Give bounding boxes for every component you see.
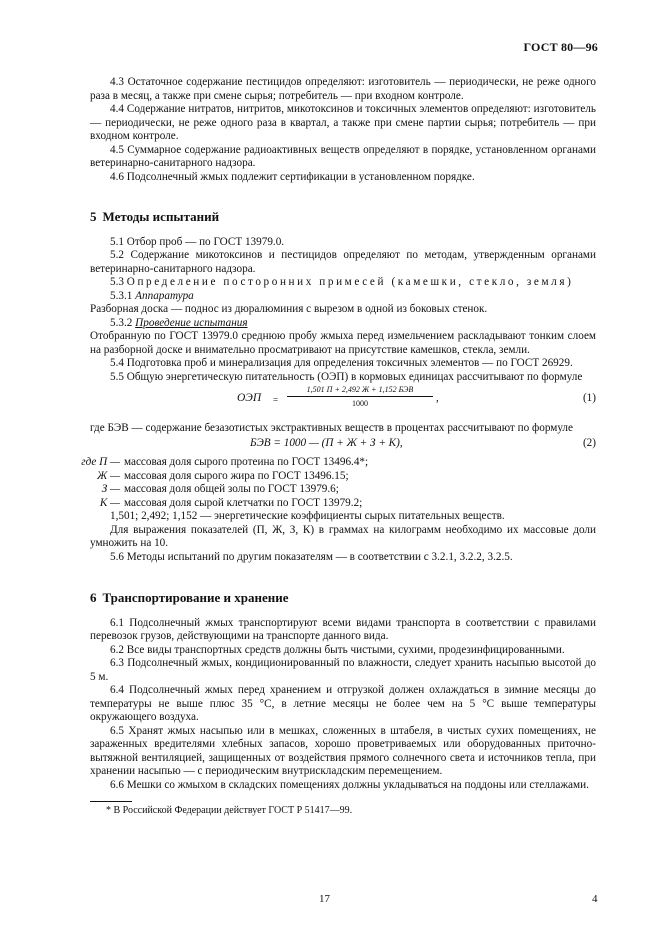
- section-6-number: 6: [90, 590, 97, 605]
- formula-1-fraction: [287, 384, 433, 409]
- paragraph-6-1: 6.1 Подсолнечный жмых транспортируют всеми видами транспорта в соответствии с правилами перевозок грузов, действующими на транспорте данного вида.: [90, 616, 596, 642]
- paragraph-5-4: 5.4 Подготовка проб и минерализация для определения токсичных элементов — по ГОСТ 26929.: [110, 357, 573, 369]
- paragraph-5-3-number: 5.3: [110, 276, 124, 288]
- section-6-title: Транспортирование и хранение: [102, 590, 289, 605]
- legend-symbol: где П —: [81, 456, 120, 468]
- paragraph-5-3-title: Определение посторонних примесей (камешки, стекло, земля): [126, 276, 574, 288]
- sheet-number: 4: [592, 893, 598, 905]
- legend-text: массовая доля общей золы по ГОСТ 13979.6;: [124, 483, 339, 495]
- paragraph-5-5: 5.5 Общую энергетическую питательность (ОЭП) в кормовых единицах рассчитывают по формуле: [110, 370, 583, 383]
- paragraph-6-3: 6.3 Подсолнечный жмых, кондиционированный по влажности, следует хранить насыпью высотой до 5 м.: [90, 657, 596, 683]
- legend-item: [90, 470, 596, 484]
- document-body: [81, 76, 596, 817]
- paragraph-5-3-2-title: Проведение испытания: [135, 316, 248, 329]
- page-number: 17: [319, 893, 330, 905]
- section-6-heading: [90, 591, 596, 605]
- paragraph-5-3-2-text: Отобранную по ГОСТ 13979.0 среднюю пробу жмыха перед измельчением раскладывают тонким слоем на разборной доске и внимательно просматривают на присутствие камешков, стекла, земли.: [90, 330, 596, 356]
- formula-1-lhs: ОЭП: [237, 392, 262, 404]
- legend-symbol: К —: [99, 496, 120, 509]
- legend-symbol: Ж —: [97, 469, 120, 482]
- section-5-number: 5: [90, 209, 97, 224]
- formula-1-equals: =: [273, 395, 279, 405]
- paragraph-6-6: 6.6 Мешки со жмыхом в складских помещениях должны укладываться на поддоны или стеллажами.: [110, 778, 589, 791]
- legend-text: массовая доля сырой клетчатки по ГОСТ 13979.2;: [124, 496, 363, 509]
- legend-list: [81, 456, 596, 510]
- legend-text: массовая доля сырого жира по ГОСТ 13496.15;: [124, 469, 349, 482]
- formula-2-number: (2): [582, 436, 596, 449]
- paragraph-5-6: 5.6 Методы испытаний по другим показателям — в соответствии с 3.2.1, 3.2.2, 3.2.5.: [110, 550, 513, 563]
- formula-1-numerator: 1,501 П + 2,492 Ж + 1,152 БЭВ: [287, 384, 433, 397]
- legend-item: [90, 497, 596, 511]
- paragraph-5-3: [90, 276, 596, 290]
- legend-symbol: З —: [101, 483, 120, 495]
- paragraph-6-2: 6.2 Все виды транспортных средств должны быть чистыми, сухими, продезинфицированными.: [110, 643, 565, 656]
- paragraph-4-4: 4.4 Содержание нитратов, нитритов, микотоксинов и токсичных элементов определяют: изготовитель — периодически, не реже одного раза в квартал, а также при смене партии сырья; потребитель — при входном контроле.: [90, 103, 596, 142]
- coefficients-note: 1,501; 2,492; 1,152 — энергетические коэффициенты сырых питательных веществ.: [110, 510, 505, 522]
- paragraph-5-3-1-text: Разборная доска — поднос из дюралюминия с вырезом в одной из боковых стенок.: [90, 303, 488, 315]
- paragraph-5-3-2: [90, 317, 596, 331]
- paragraph-5-2: 5.2 Содержание микотоксинов и пестицидов определяют по методам, утвержденным органами ветеринарно-санитарного надзора.: [90, 249, 596, 275]
- formula-1-denominator: 1000: [352, 399, 368, 408]
- formula-1: [90, 384, 596, 416]
- paragraph-4-6: 4.6 Подсолнечный жмых подлежит сертификации в установленном порядке.: [110, 170, 475, 183]
- footnote-divider: [90, 801, 132, 802]
- paragraph-4-3: 4.3 Остаточное содержание пестицидов определяют: изготовитель — периодически, не реже одного раза в месяц, а также при смене сырья; потребитель — при входном контроле.: [90, 76, 596, 102]
- paragraph-5-3-2-number: 5.3.2: [110, 316, 133, 329]
- units-note: Для выражения показателей (П, Ж, З, К) в граммах на килограмм необходимо их массовые доли умножить на 10.: [90, 523, 596, 549]
- formula-2: [90, 437, 596, 451]
- paragraph-6-4: 6.4 Подсолнечный жмых перед хранением и отгрузкой должен охлаждаться в зимние месяцы до температуры не выше плюс 35 °С, в летние месяцы не более чем на 5 °С выше температуры окружающего воздуха.: [90, 684, 596, 723]
- paragraph-4-5: 4.5 Суммарное содержание радиоактивных веществ определяют в порядке, установленном органами ветеринарно-санитарного надзора.: [90, 143, 596, 169]
- legend-text: массовая доля сырого протеина по ГОСТ 13496.4*;: [124, 456, 369, 468]
- paragraph-5-1: 5.1 Отбор проб — по ГОСТ 13979.0.: [110, 235, 285, 248]
- section-5-title: Методы испытаний: [102, 209, 220, 224]
- legend-item: [81, 456, 596, 470]
- paragraph-6-5: 6.5 Хранят жмых насыпью или в мешках, сложенных в штабеля, в чистых сухих помещениях, не зараженных вредителями хлебных запасов, хорошо проветриваемых или оборудованных приточно-вытяжной вентиляцией, защищенных от воздействия прямого солнечного света и источников тепла, при хранении насыпью — с периодическим внутрискладским перемещением.: [90, 724, 596, 777]
- footnote: * В Российской Федерации действует ГОСТ Р 51417—99.: [106, 805, 353, 816]
- bev-definition: где БЭВ — содержание безазотистых экстрактивных веществ в процентах рассчитывают по формуле: [90, 422, 573, 434]
- formula-2-text: БЭВ = 1000 — (П + Ж + З + К),: [250, 436, 403, 449]
- formula-1-number: (1): [582, 392, 596, 404]
- formula-1-comma: ,: [436, 392, 439, 404]
- paragraph-5-3-1: [90, 290, 596, 304]
- section-5-heading: [90, 210, 596, 224]
- legend-item: [90, 483, 596, 497]
- paragraph-5-3-1-number: 5.3.1: [110, 289, 133, 302]
- document-header: ГОСТ 80—96: [523, 40, 598, 54]
- paragraph-5-3-1-title: Аппаратура: [135, 289, 194, 302]
